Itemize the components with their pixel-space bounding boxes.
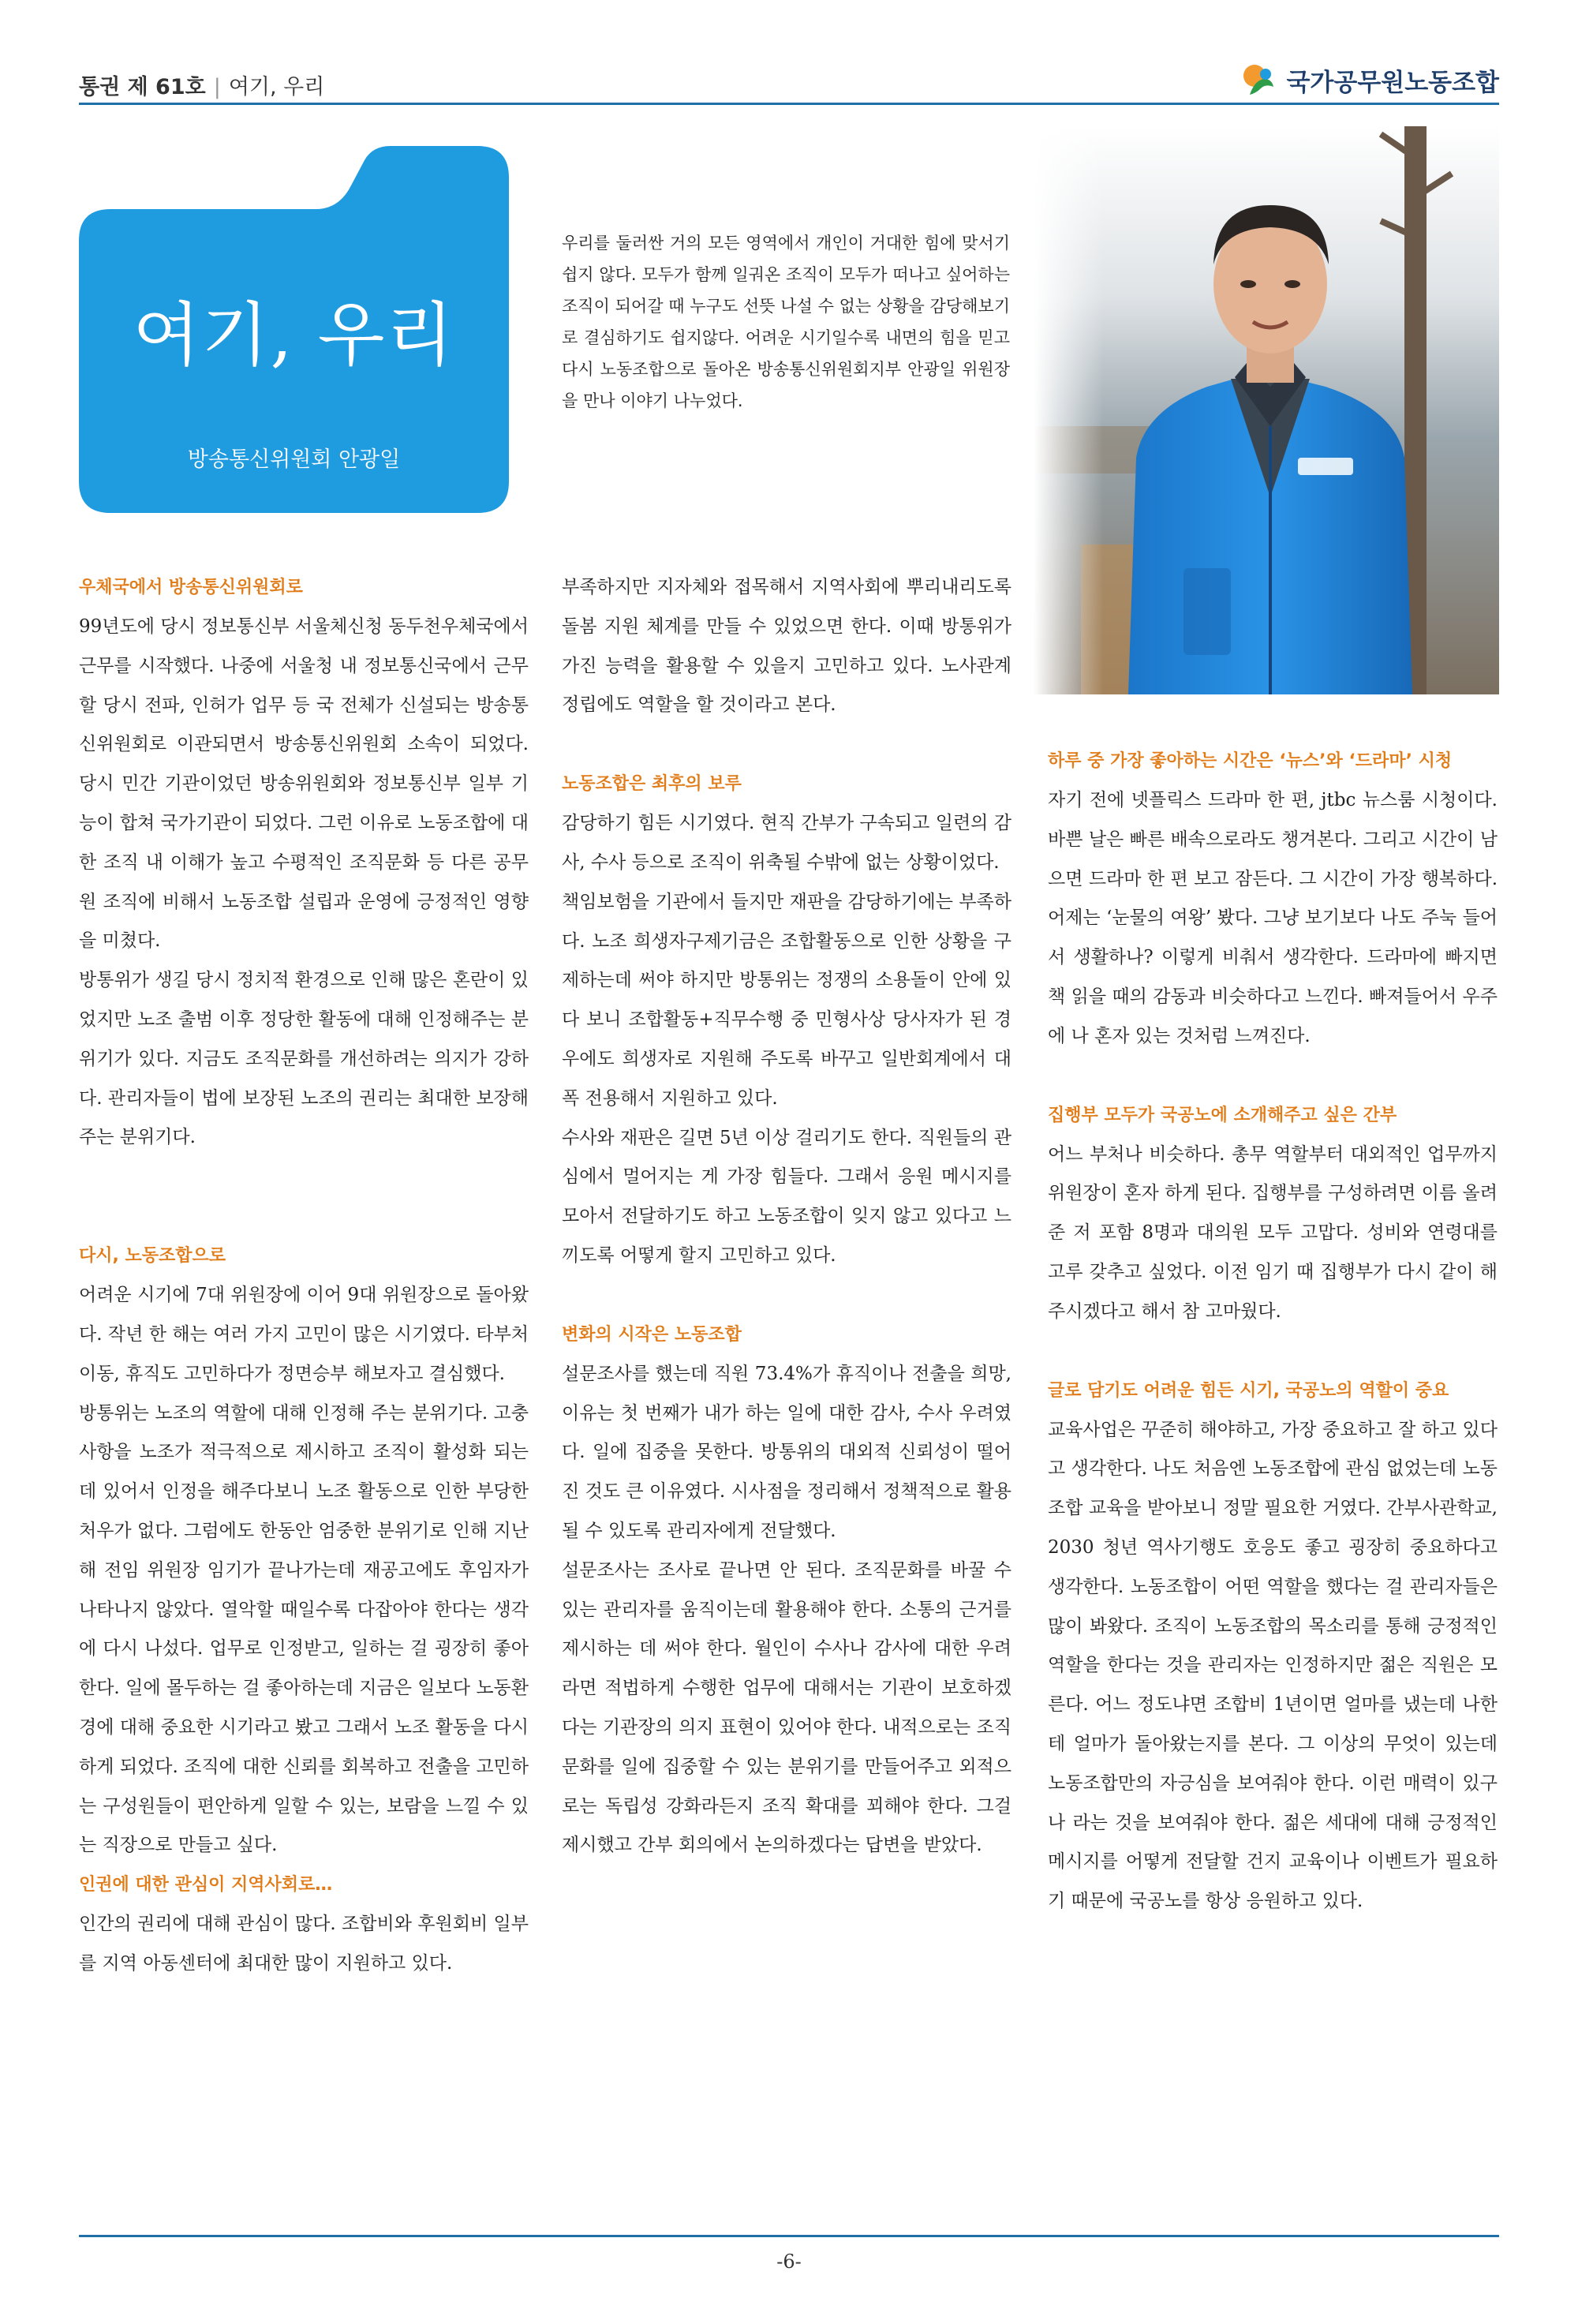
section-heading: 글로 담기도 어려운 힘든 시기, 국공노의 역할이 중요 xyxy=(1048,1380,1449,1401)
interviewee-photo xyxy=(1034,126,1499,694)
paragraph: 교육사업은 꾸준히 해야하고, 가장 중요하고 잘 하고 있다고 생각한다. 나도 처음엔 노동조합에 관심 없었는데 노동조합 교육을 받아보니 정말 필요한 거였다. 간부사관학교, 2030 청년 역사기행도 호응도 좋고 굉장히 중요하다고 생각한다. 노동조합이 어떤 역할을 했다는 걸 관리자들은 많이 봐왔다. 조직이 노동조합의 목소리를 통해 긍정적인 역할을 한다는 것을 관리자는 인정하지만 젊은 직원은 모른다. 어느 정도냐면 조합비 1년이면 얼마를 냈는데 나한테 얼마가 돌아왔는지를 본다. 그 이상의 무엇이 있는데 노동조합만의 자긍심을 보여줘야 한다. 이런 매력이 있구나 라는 것을 보여줘야 한다. 젊은 세대에 대해 긍정적인 메시지를 어떻게 전달할 건지 교육이나 이벤트가 필요하기 때문에 국공노를 항상 응원하고 있다. xyxy=(1048,1419,1498,1912)
portrait-illustration xyxy=(1034,126,1499,694)
union-logo xyxy=(1239,60,1499,99)
section-heading: 인권에 대한 관심이 지역사회로… xyxy=(79,1875,333,1896)
paragraph: 어려운 시기에 7대 위원장에 이어 9대 위원장으로 돌아왔다. 작년 한 해는 여러 가지 고민이 많은 시기였다. 타부처 이동, 휴직도 고민하다가 정면승부 해보자고 결심했다. xyxy=(79,1285,529,1384)
section-heading: 집행부 모두가 국공노에 소개해주고 싶은 간부 xyxy=(1048,1105,1397,1125)
paragraph: 설문조사를 했는데 직원 73.4%가 휴직이나 전출을 희망, 이유는 첫 번째가 내가 하는 일에 대한 감사, 수사 우려였다. 일에 집중을 못한다. 방통위의 대외적 신뢰성이 떨어진 것도 큰 이유였다. 시사점을 정리해서 정책적으로 활용될 수 있도록 관리자에게 전달했다. xyxy=(562,1363,1011,1541)
article-title: 여기, 우리 xyxy=(133,294,455,376)
section-heading: 노동조합은 최후의 보루 xyxy=(562,774,742,795)
column-2 xyxy=(562,568,1011,1866)
article-subtitle: 방송통신위원회 안광일 xyxy=(187,447,401,472)
paragraph: 부족하지만 지자체와 접목해서 지역사회에 뿌리내리도록 돌봄 지원 체계를 만들 수 있었으면 한다. 이때 방통위가 가진 능력을 활용할 수 있을지 고민하고 있다. 노사관계 정립에도 역할을 할 것이라고 본다. xyxy=(562,577,1011,716)
footer-rule xyxy=(79,2235,1499,2237)
spacer xyxy=(79,1158,529,1237)
paragraph: 수사와 재판은 길면 5년 이상 걸리기도 한다. 직원들의 관심에서 멀어지는 게 가장 힘들다. 그래서 응원 메시지를 모아서 전달하기도 하고 노동조합이 잊지 않고 있다고 느끼도록 어떻게 할지 고민하고 있다. xyxy=(562,1127,1011,1266)
issue-label xyxy=(79,69,324,100)
intro-paragraph: 우리를 둘러싼 거의 모든 영역에서 개인이 거대한 힘에 맞서기 쉽지 않다. 모두가 함께 일궈온 조직이 모두가 떠나고 싶어하는 조직이 되어갈 때 누구도 선뜻 나설 수 없는 상황을 감당해보기로 결심하기도 쉽지않다. 어려운 시기일수록 내면의 힘을 믿고 다시 노동조합으로 돌아온 방송통신위원회지부 안광일 위원장을 만나 이야기 나누었다. xyxy=(562,234,1010,410)
paragraph: 방통위는 노조의 역할에 대해 인정해 주는 분위기다. 고충사항을 노조가 적극적으로 제시하고 조직이 활성화 되는 데 있어서 인정을 해주다보니 노조 활동으로 인한 부당한 처우가 없다. 그럼에도 한동안 엄중한 분위기로 인해 지난해 전임 위원장 임기가 끝나가는데 재공고에도 후임자가 나타나지 않았다. 열악할 때일수록 다잡아야 한다는 생각에 다시 나섰다. 업무로 인정받고, 일하는 걸 굉장히 좋아한다. 일에 몰두하는 걸 좋아하는데 지금은 일보다 노동환경에 대해 중요한 시기라고 봤고 그래서 노조 활동을 다시 하게 되었다. 조직에 대한 신뢰를 회복하고 전출을 고민하는 구성원들이 편안하게 일할 수 있는, 보람을 느낄 수 있는 직장으로 만들고 싶다. xyxy=(79,1402,529,1856)
column-3 xyxy=(1048,742,1498,1922)
section-name: 여기, 우리 xyxy=(228,75,325,99)
page-header xyxy=(79,63,1499,105)
column-1 xyxy=(79,568,529,1984)
header-separator: | xyxy=(213,75,221,99)
section-heading: 우체국에서 방송통신위원회로 xyxy=(79,578,303,597)
spacer xyxy=(1048,1057,1498,1096)
title-box xyxy=(79,146,509,513)
paragraph: 감당하기 힘든 시기였다. 현직 간부가 구속되고 일련의 감사, 수사 등으로 조직이 위축될 수밖에 없는 상황이었다. xyxy=(562,813,1011,873)
paragraph: 책임보험을 기관에서 들지만 재판을 감당하기에는 부족하다. 노조 희생자구제기금은 조합활동으로 인한 상황을 구제하는데 써야 하지만 방통위는 정쟁의 소용돌이 안에 있다 보니 조합활동+직무수행 중 민형사상 당사자가 된 경우에도 희생자로 지원해 주도록 바꾸고 일반회계에서 대폭 전용해서 지원하고 있다. xyxy=(562,891,1011,1109)
org-name: 국가공무원노동조합 xyxy=(1286,68,1499,97)
paragraph: 인간의 권리에 대해 관심이 많다. 조합비와 후원회비 일부를 지역 아동센터에 최대한 많이 지원하고 있다. xyxy=(79,1914,529,1974)
spacer xyxy=(562,725,1011,765)
union-logo-icon xyxy=(1239,60,1278,99)
section-heading: 변화의 시작은 노동조합 xyxy=(562,1324,742,1345)
issue-number: 통권 제 61호 xyxy=(79,75,206,99)
section-heading: 다시, 노동조합으로 xyxy=(79,1246,226,1267)
paragraph: 어느 부처나 비슷하다. 총무 역할부터 대외적인 업무까지 위원장이 혼자 하게 된다. 집행부를 구성하려면 이름 올려준 저 포함 8명과 대의원 모두 고맙다. 성비와 연령대를 고루 갖추고 싶었다. 이전 임기 때 집행부가 다시 같이 해주시겠다고 해서 참 고마웠다. xyxy=(1048,1143,1498,1322)
paragraph: 99년도에 당시 정보통신부 서울체신청 동두천우체국에서 근무를 시작했다. 나중에 서울청 내 정보통신국에서 근무할 당시 전파, 인허가 업무 등 국 전체가 신설되는 방송통신위원회로 이관되면서 방송통신위원회 소속이 되었다. 당시 민간 기관이었던 방송위원회와 정보통신부 일부 기능이 합쳐 국가기관이 되었다. 그런 이유로 노동조합에 대한 조직 내 이해가 높고 수평적인 조직문화 등 다른 공무원 조직에 비해서 노동조합 설립과 운영에 긍정적인 영향을 미쳤다. xyxy=(79,616,529,952)
section-heading: 하루 중 가장 좋아하는 시간은 ‘뉴스’와 ‘드라마’ 시청 xyxy=(1048,751,1453,771)
paragraph: 설문조사는 조사로 끝나면 안 된다. 조직문화를 바꿀 수 있는 관리자를 움직이는데 활용해야 한다. 소통의 근거를 제시하는 데 써야 한다. 월인이 수사나 감사에 대한 우려라면 적법하게 수행한 업무에 대해서는 기관이 보호하겠다는 기관장의 의지 표현이 있어야 한다. 내적으로는 조직문화를 일에 집중할 수 있는 분위기를 만들어주고 외적으로는 독립성 강화라든지 조직 확대를 꾀해야 한다. 그걸 제시했고 간부 회의에서 논의하겠다는 답변을 받았다. xyxy=(562,1559,1011,1856)
spacer xyxy=(1048,1332,1498,1372)
paragraph: 방통위가 생길 당시 정치적 환경으로 인해 많은 혼란이 있었지만 노조 출범 이후 정당한 활동에 대해 인정해주는 분위기가 있다. 지금도 조직문화를 개선하려는 의지가 강하다. 관리자들이 법에 보장된 노조의 권리는 최대한 보장해주는 분위기다. xyxy=(79,970,529,1148)
page-number: -6- xyxy=(776,2251,802,2273)
paragraph: 자기 전에 넷플릭스 드라마 한 편, jtbc 뉴스룸 시청이다. 바쁜 날은 빠른 배속으로라도 챙겨본다. 그리고 시간이 남으면 드라마 한 편 보고 잠든다. 그 시간이 가장 행복하다. 어제는 ‘눈물의 여왕’ 봤다. 그냥 보기보다 나도 주눅 들어서 생활하나? 이렇게 비춰서 생각한다. 드라마에 빠지면 책 읽을 때의 감동과 비슷하다고 느낀다. 빠져들어서 우주에 나 혼자 있는 것처럼 느껴진다. xyxy=(1048,790,1498,1046)
spacer xyxy=(562,1276,1011,1315)
